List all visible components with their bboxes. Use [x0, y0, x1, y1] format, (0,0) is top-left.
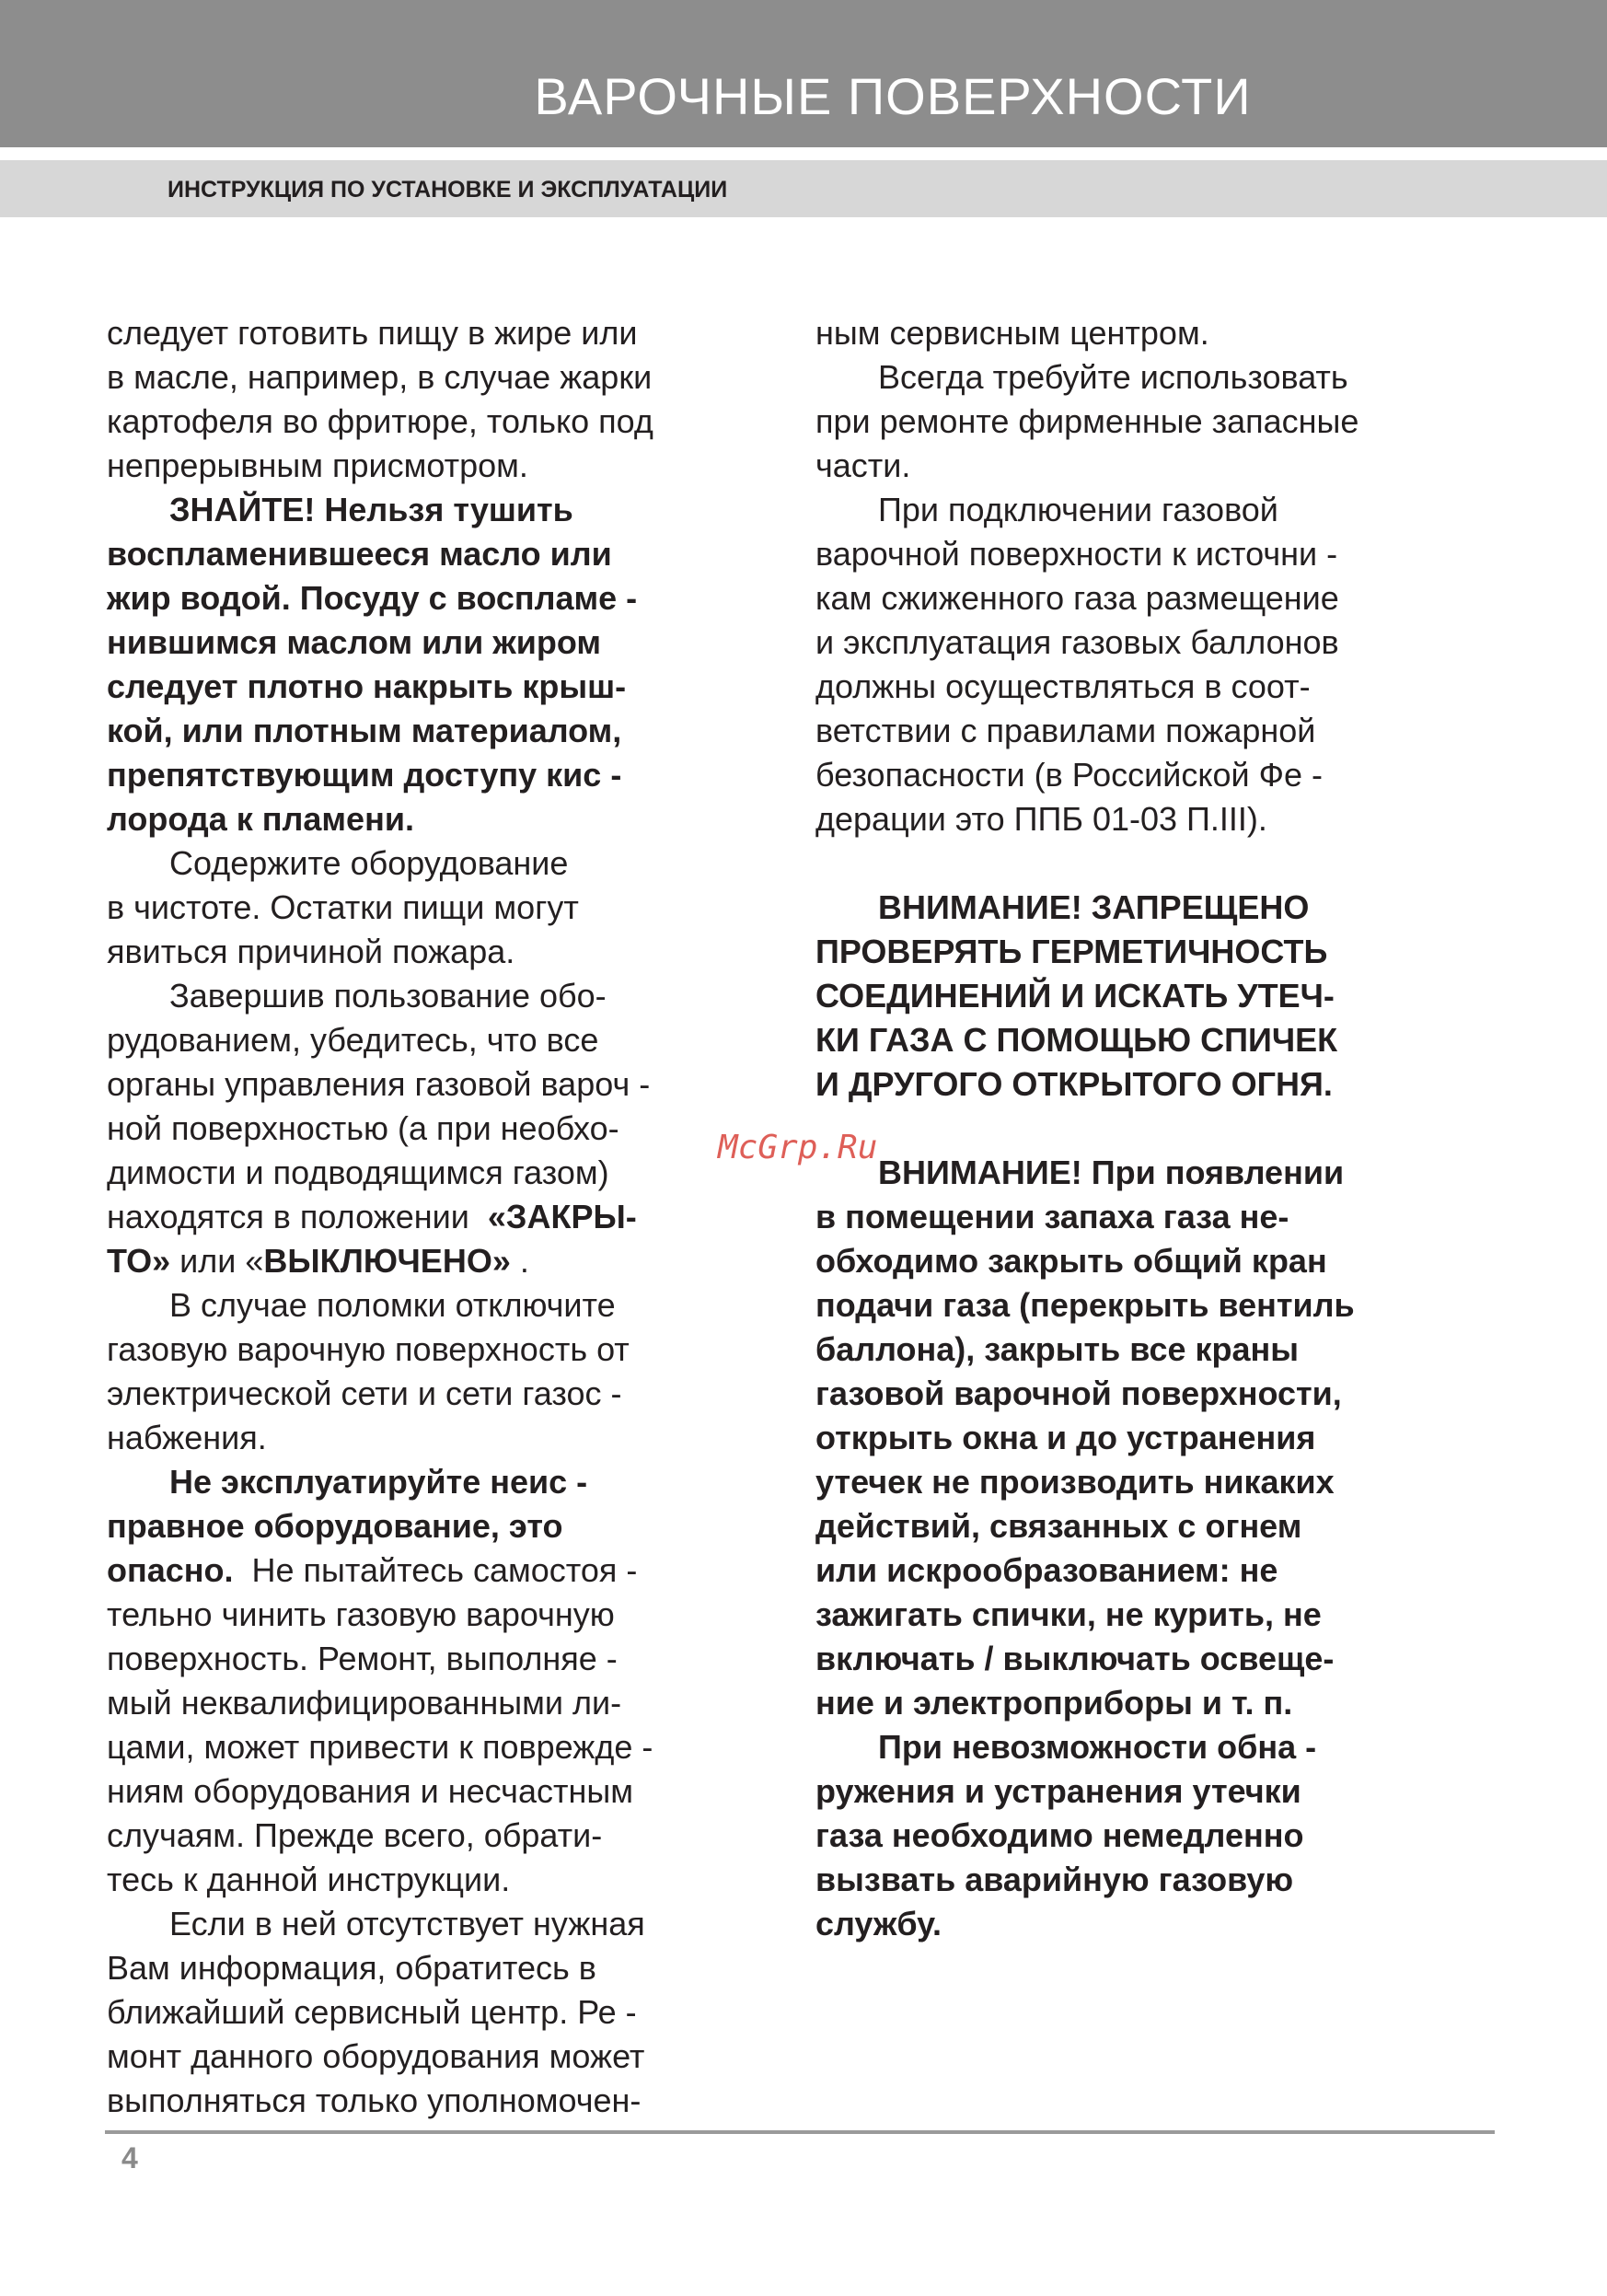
- warning-line: газа необходимо немедленно: [815, 1816, 1304, 1854]
- warning-line: СОЕДИНЕНИЙ И ИСКАТЬ УТЕЧ-: [815, 977, 1335, 1015]
- text-line: случаям. Прежде всего, обрати-: [107, 1816, 603, 1854]
- warning-line: И ДРУГОГО ОТКРЫТОГО ОГНЯ.: [815, 1065, 1333, 1103]
- text-line: безопасности (в Российской Фе -: [815, 756, 1324, 794]
- warning-line: газовой варочной поверхности,: [815, 1374, 1342, 1412]
- text-line: Всегда требуйте использовать: [878, 358, 1348, 396]
- warning-line: подачи газа (перекрыть вентиль: [815, 1286, 1355, 1324]
- footer-divider: [105, 2130, 1495, 2134]
- warning-line: утечек не производить никаких: [815, 1463, 1335, 1501]
- text-line: димости и подводящимся газом): [107, 1154, 609, 1191]
- text-line: тельно чинить газовую варочную: [107, 1595, 615, 1633]
- page-subtitle: ИНСТРУКЦИЯ ПО УСТАНОВКЕ И ЭКСПЛУАТАЦИИ: [168, 177, 728, 203]
- text-line: тесь к данной инструкции.: [107, 1861, 511, 1898]
- text-line: Вам информация, обратитесь в: [107, 1949, 596, 1987]
- warning-line: ружения и устранения утечки: [815, 1772, 1301, 1810]
- text-segment: .: [519, 1242, 529, 1280]
- warning-line: открыть окна и до устранения: [815, 1419, 1316, 1456]
- warning-line: ЗНАЙТЕ! Нельзя тушить: [169, 491, 573, 528]
- text-line: варочной поверхности к источни -: [815, 535, 1338, 573]
- warning-line: Не эксплуатируйте неис -: [169, 1463, 588, 1501]
- warning-line: ВНИМАНИЕ! При появлении: [878, 1154, 1345, 1191]
- text-line: [107, 1548, 751, 1593]
- text-line: следует готовить пищу в жире или: [107, 314, 638, 352]
- text-line: Завершив пользование обо-: [169, 977, 607, 1015]
- text-line: ной поверхностью (а при необхо-: [107, 1109, 619, 1147]
- warning-line: КИ ГАЗА С ПОМОЩЬЮ СПИЧЕК: [815, 1021, 1338, 1059]
- text-line: и эксплуатация газовых баллонов: [815, 623, 1339, 661]
- emphasis-segment: «ЗАКРЫ-: [487, 1198, 637, 1235]
- text-line: При подключении газовой: [878, 491, 1278, 528]
- text-line: рудованием, убедитесь, что все: [107, 1021, 599, 1059]
- text-line: цами, может привести к поврежде -: [107, 1728, 653, 1766]
- warning-line: ние и электроприборы и т. п.: [815, 1684, 1293, 1722]
- text-line: [107, 1239, 751, 1283]
- text-line: поверхность. Ремонт, выполняе -: [107, 1640, 618, 1677]
- text-line: в чистоте. Остатки пищи могут: [107, 888, 579, 926]
- text-line: ближайший сервисный центр. Ре -: [107, 1993, 637, 2031]
- warning-line: обходимо закрыть общий кран: [815, 1242, 1327, 1280]
- warning-line: лорода к пламени.: [107, 800, 414, 838]
- warning-line: включать / выключать освеще-: [815, 1640, 1335, 1677]
- text-line: непрерывным присмотром.: [107, 446, 528, 484]
- text-line: электрической сети и сети газос -: [107, 1374, 622, 1412]
- text-line: части.: [815, 446, 911, 484]
- text-segment: находятся в положении: [107, 1198, 469, 1235]
- text-line: набжения.: [107, 1419, 267, 1456]
- paragraph-gap: [815, 1107, 1441, 1151]
- warning-line: следует плотно накрыть крыш-: [107, 667, 627, 705]
- page-number: 4: [121, 2141, 138, 2174]
- warning-line: в помещении запаха газа не-: [815, 1198, 1289, 1235]
- warning-line: воспламенившееся масло или: [107, 535, 612, 573]
- text-line: Если в ней отсутствует нужная: [169, 1905, 645, 1942]
- warning-line: зажигать спички, не курить, не: [815, 1595, 1322, 1633]
- text-line: при ремонте фирменные запасные: [815, 402, 1359, 440]
- warning-line: или искрообразованием: не: [815, 1551, 1278, 1589]
- warning-line: кой, или плотным материалом,: [107, 712, 622, 749]
- text-line: выполняться только уполномочен-: [107, 2081, 642, 2119]
- text-line: ным сервисным центром.: [815, 314, 1209, 352]
- text-line: Содержите оборудование: [169, 844, 569, 882]
- warning-line: действий, связанных с огнем: [815, 1507, 1302, 1545]
- page-title: ВАРОЧНЫЕ ПОВЕРХНОСТИ: [534, 67, 1252, 125]
- paragraph-gap: [815, 841, 1441, 886]
- text-line: [107, 1195, 751, 1239]
- warning-line: службу.: [815, 1905, 942, 1942]
- warning-line: ВНИМАНИЕ! ЗАПРЕЩЕНО: [878, 888, 1310, 926]
- text-line: кам сжиженного газа размещение: [815, 579, 1339, 617]
- warning-line: вызвать аварийную газовую: [815, 1861, 1294, 1898]
- emphasis-segment: ТО»: [107, 1242, 171, 1280]
- right-column: [815, 311, 1441, 1946]
- text-line: В случае поломки отключите: [169, 1286, 616, 1324]
- text-segment: или «: [179, 1242, 264, 1280]
- warning-line: жир водой. Посуду с воспламе -: [107, 579, 638, 617]
- warning-line: баллона), закрыть все краны: [815, 1330, 1300, 1368]
- warning-line: При невозможности обна -: [878, 1728, 1317, 1766]
- text-line: органы управления газовой вароч -: [107, 1065, 651, 1103]
- text-line: явиться причиной пожара.: [107, 933, 515, 970]
- text-line: ниям оборудования и несчастным: [107, 1772, 633, 1810]
- text-segment: Не пытайтесь самостоя -: [251, 1551, 638, 1589]
- warning-line: ПРОВЕРЯТЬ ГЕРМЕТИЧНОСТЬ: [815, 933, 1328, 970]
- left-column: [107, 311, 751, 2123]
- text-line: газовую варочную поверхность от: [107, 1330, 630, 1368]
- warning-line: нившимся маслом или жиром: [107, 623, 601, 661]
- warning-line: препятствующим доступу кис -: [107, 756, 622, 794]
- emphasis-segment: опасно.: [107, 1551, 234, 1589]
- text-line: мый неквалифицированными ли-: [107, 1684, 622, 1722]
- text-line: в масле, например, в случае жарки: [107, 358, 653, 396]
- emphasis-segment: ВЫКЛЮЧЕНО»: [263, 1242, 511, 1280]
- text-line: ветствии с правилами пожарной: [815, 712, 1316, 749]
- text-line: должны осуществляться в соот-: [815, 667, 1311, 705]
- text-line: монт данного оборудования может: [107, 2037, 645, 2075]
- warning-line: правное оборудование, это: [107, 1507, 563, 1545]
- watermark: McGrp.Ru: [718, 1129, 878, 1166]
- text-line: картофеля во фритюре, только под: [107, 402, 653, 440]
- text-line: дерации это ППБ 01-03 П.III).: [815, 800, 1267, 838]
